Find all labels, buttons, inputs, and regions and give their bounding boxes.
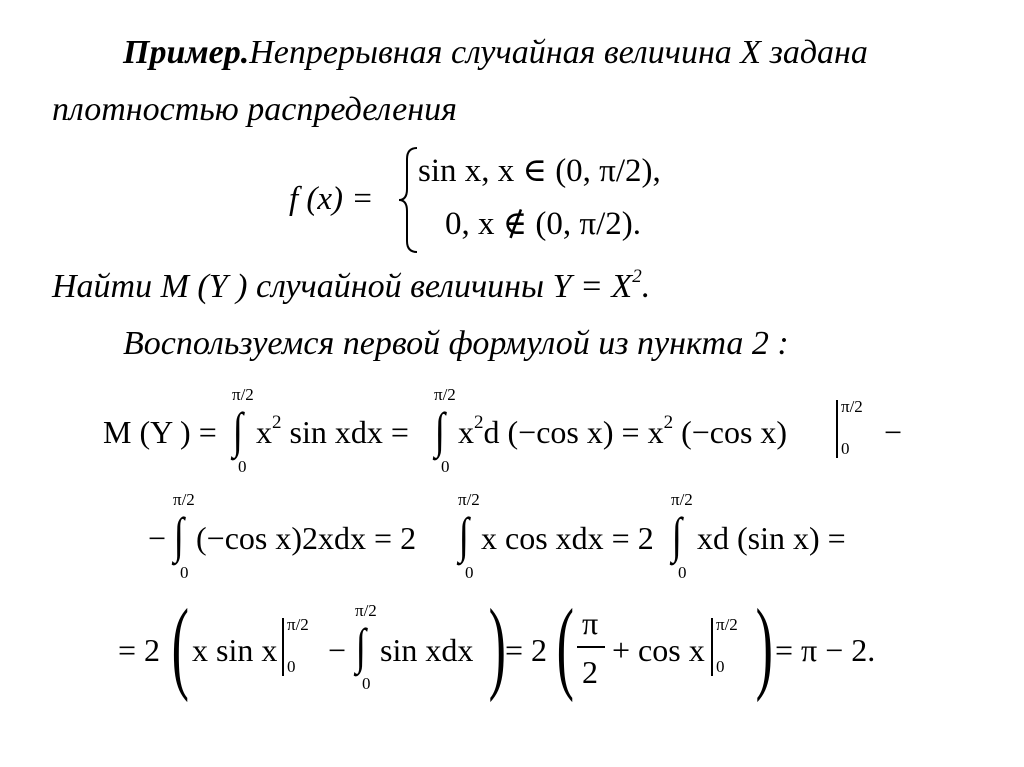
- fraction-numerator: π: [582, 605, 599, 641]
- line1-int2-upper: π/2: [434, 385, 456, 404]
- left-paren-icon: (: [171, 588, 189, 703]
- line3-eval1-upper: π/2: [287, 615, 309, 634]
- line3-lead: = 2: [118, 632, 161, 668]
- task-text: Найти M (Y ) случайной величины $Y = X^2$.: [52, 266, 651, 305]
- line1-int1-upper: π/2: [232, 385, 254, 404]
- line1-int1-lower: 0: [238, 457, 247, 476]
- density-lhs: f (x) =: [289, 181, 374, 217]
- line1-term1: $x^2$ sin xdx =: [256, 412, 409, 450]
- method-text: Воспользуемся первой формулой из пункта 2 :: [123, 325, 789, 362]
- line2-lead: −: [148, 520, 167, 556]
- example-label: Пример.: [123, 34, 250, 71]
- integral-sign-icon: ∫: [671, 507, 682, 563]
- left-paren-icon: (: [556, 588, 574, 703]
- line3-term3: + cos x: [612, 632, 705, 668]
- line1-eval-lower: 0: [841, 439, 850, 458]
- line2-term3: xd (sin x) =: [697, 520, 846, 556]
- line3-mid: = 2: [505, 632, 548, 668]
- evaluation-bar: [836, 400, 838, 458]
- line2-int2-lower: 0: [465, 563, 474, 582]
- line2-int3-lower: 0: [678, 563, 687, 582]
- intro-text-1: Непрерывная случайная величина X задана: [249, 34, 868, 71]
- line3-result: = π − 2.: [775, 632, 876, 668]
- integral-sign-icon: ∫: [173, 507, 184, 563]
- line1-term2: $x^2d$ (−cos $x) = x^2$ (−cos x): [458, 412, 788, 450]
- task-exponent: 2: [632, 266, 642, 287]
- left-brace-icon: [397, 145, 419, 255]
- line1-tail: −: [884, 414, 903, 450]
- density-case-1: sin x, x ∈ (0, π/2),: [418, 153, 661, 189]
- example-intro-line2: плотностью распределения: [52, 91, 457, 128]
- fraction-denominator: 2: [582, 654, 598, 690]
- line3-eval2-upper: π/2: [716, 615, 738, 634]
- line2-term2: x cos xdx = 2: [481, 520, 654, 556]
- density-case-2: 0, x ∉ (0, π/2).: [445, 206, 641, 242]
- line3-term2: sin xdx: [380, 632, 474, 668]
- line2-int1-upper: π/2: [173, 490, 195, 509]
- evaluation-bar: [282, 618, 284, 676]
- right-paren-icon: ): [755, 588, 773, 703]
- line2-int2-upper: π/2: [458, 490, 480, 509]
- fraction-line: [577, 646, 605, 648]
- line2-term1: (−cos x)2xdx = 2: [196, 520, 417, 556]
- line3-eval2-lower: 0: [716, 657, 725, 676]
- line3-eval1-lower: 0: [287, 657, 296, 676]
- line2-int1-lower: 0: [180, 563, 189, 582]
- example-intro-line1: [123, 36, 868, 70]
- line1-int2-lower: 0: [441, 457, 450, 476]
- evaluation-bar: [711, 618, 713, 676]
- line3-minus: −: [328, 632, 347, 668]
- line3-term1: x sin x: [192, 632, 278, 668]
- line1-eval-upper: π/2: [841, 397, 863, 416]
- integral-sign-icon: ∫: [355, 618, 366, 674]
- integral-sign-icon: ∫: [232, 402, 243, 458]
- integral-sign-icon: ∫: [434, 402, 445, 458]
- integral-sign-icon: ∫: [458, 507, 469, 563]
- line1-lhs: M (Y ) =: [103, 414, 217, 450]
- right-paren-icon: ): [488, 588, 506, 703]
- line2-int3-upper: π/2: [671, 490, 693, 509]
- line3-int-lower: 0: [362, 674, 371, 693]
- line3-int-upper: π/2: [355, 601, 377, 620]
